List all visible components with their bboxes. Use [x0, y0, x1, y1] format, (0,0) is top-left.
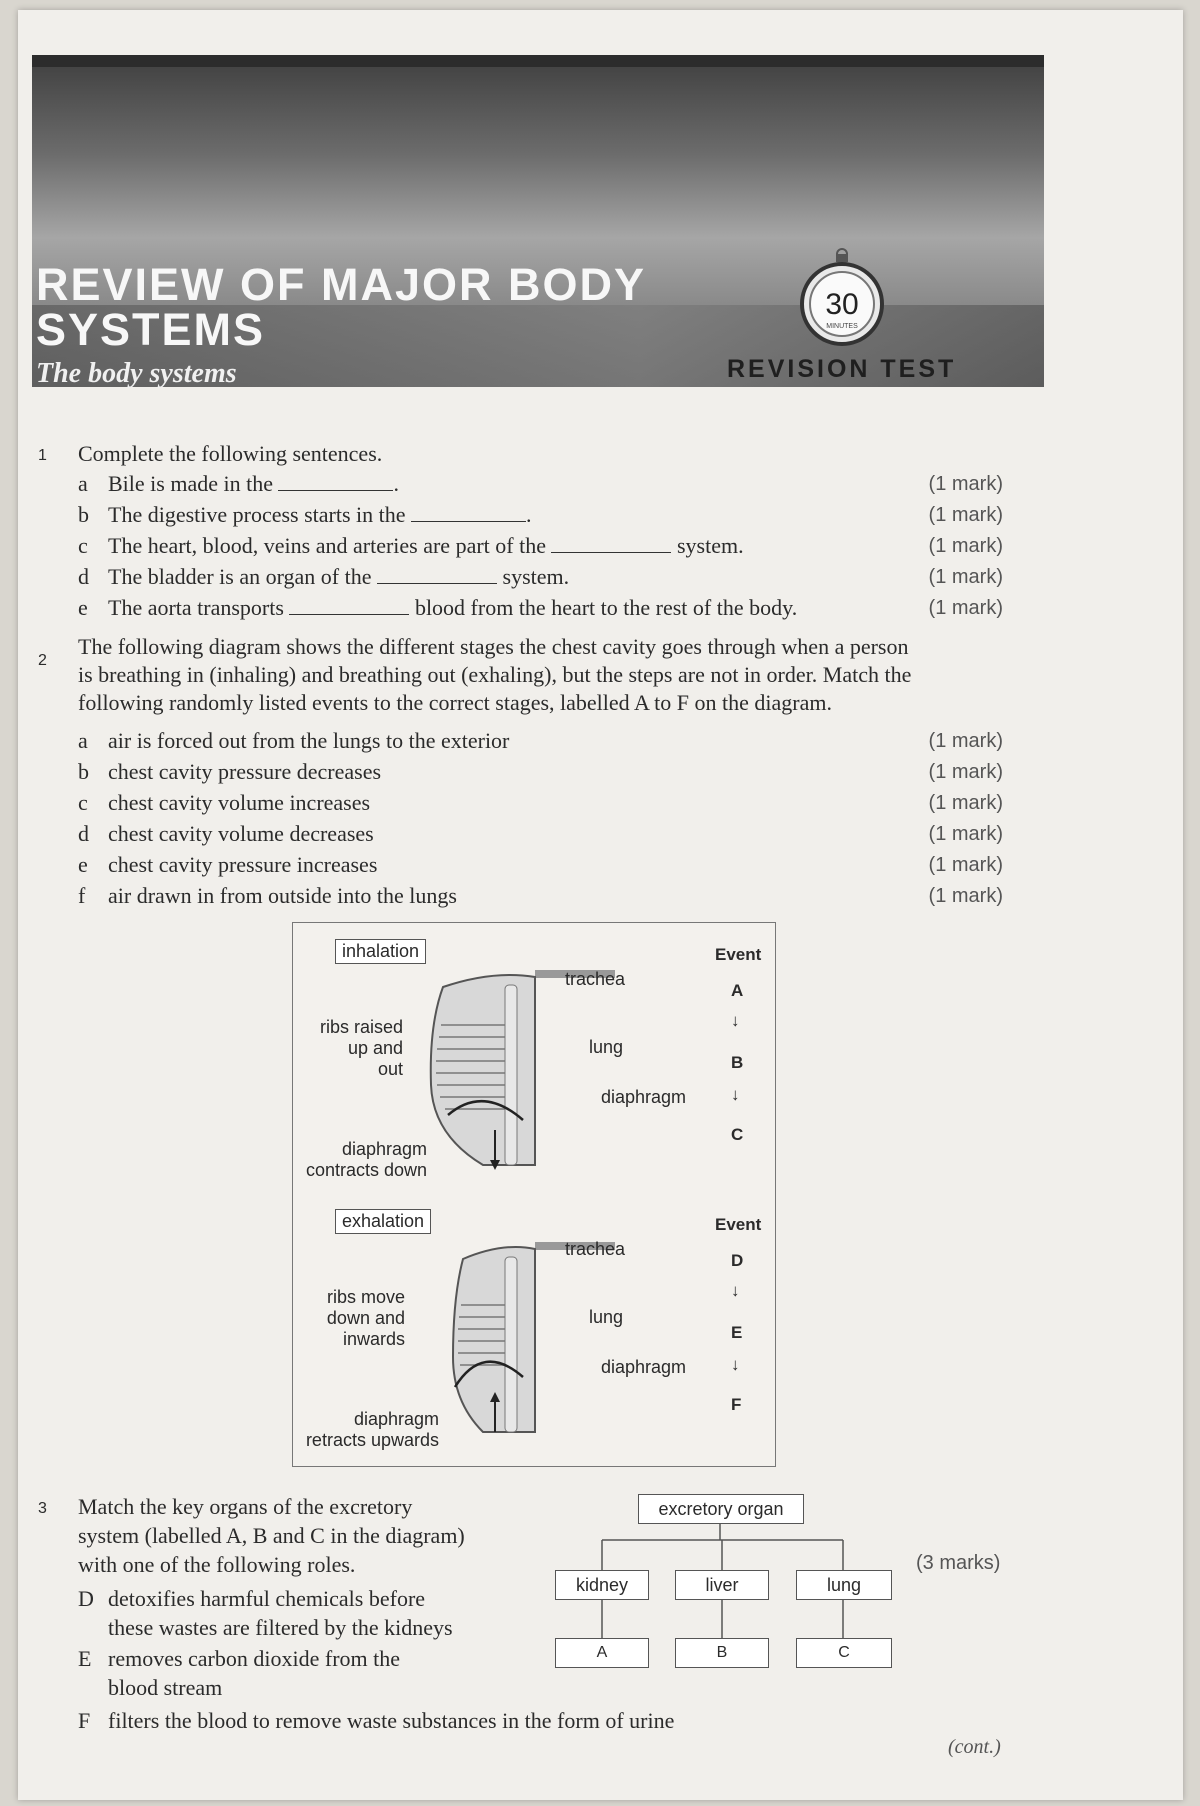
role-text: detoxifies harmful chemicals before — [108, 1586, 426, 1611]
down-arrow-icon: ↓ — [731, 1281, 740, 1300]
down-arrow-icon: ↓ — [731, 1011, 740, 1030]
organ-liver: liver — [675, 1570, 769, 1600]
tree-root: excretory organ — [638, 1494, 804, 1524]
item-text-after: system. — [676, 533, 744, 558]
q1-item-a — [78, 471, 1003, 497]
item-text: The digestive process starts in the — [108, 502, 406, 527]
q2-prompt-line: The following diagram shows the different stages the chest cavity goes through when a person — [78, 634, 909, 659]
mark-label: (1 mark) — [928, 885, 1003, 907]
item-text: chest cavity pressure increases — [108, 852, 378, 877]
organ-lung: lung — [796, 1570, 892, 1600]
role-letter: E — [78, 1646, 92, 1671]
role-letter: F — [78, 1708, 91, 1733]
item-letter: b — [78, 759, 89, 784]
q3-role-f — [78, 1708, 978, 1734]
mark-label: (1 mark) — [928, 761, 1003, 783]
item-text: The aorta transports — [108, 595, 284, 620]
q2-prompt-line: is breathing in (inhaling) and breathing out (exhaling), but the steps are not in order. Match the — [78, 662, 912, 687]
q2-item-f — [78, 883, 1003, 909]
mark-label: (1 mark) — [928, 792, 1003, 814]
organ-label-b: B — [675, 1638, 769, 1668]
q3-prompt — [78, 1494, 538, 1578]
item-letter: c — [78, 790, 88, 815]
page-title — [36, 259, 647, 355]
q2-item-d — [78, 821, 1003, 847]
item-text: The heart, blood, veins and arteries are part of the — [108, 533, 546, 558]
timer-unit: MINUTES — [826, 323, 858, 330]
mark-label: (1 mark) — [928, 535, 1003, 557]
q2-number: 2 — [38, 652, 47, 669]
item-text: air drawn in from outside into the lungs — [108, 883, 457, 908]
ribs-label-line: up and out — [347, 1038, 403, 1079]
event-a: A — [731, 981, 744, 1000]
item-text-after: . — [393, 471, 399, 496]
item-text: air is forced out from the lungs to the exterior — [108, 728, 510, 753]
chest-inhalation-illustration — [423, 965, 653, 1175]
ribs-label-line: inwards — [342, 1329, 405, 1349]
diaphragm-label-inhale: diaphragm — [601, 1087, 687, 1107]
inhalation-label: inhalation — [335, 939, 426, 964]
item-letter: d — [78, 564, 89, 589]
q3-prompt-line: system (labelled A, B and C in the diagram) — [78, 1523, 465, 1548]
diaphragm-label-line: diaphragm — [353, 1409, 439, 1429]
lung-label-exhale: lung — [589, 1307, 624, 1327]
q1-prompt: Complete the following sentences. — [78, 441, 383, 466]
item-letter: d — [78, 821, 89, 846]
banner-top-bar — [32, 55, 1044, 67]
diaphragm-label-line: diaphragm — [341, 1139, 427, 1159]
q3-role-e — [78, 1646, 538, 1701]
q3-prompt-line: with one of the following roles. — [78, 1552, 356, 1577]
mark-label: (1 mark) — [928, 504, 1003, 526]
ribs-label-line: ribs raised — [319, 1017, 403, 1037]
item-letter: e — [78, 595, 88, 620]
stopwatch-icon — [778, 248, 906, 348]
item-letter: c — [78, 533, 88, 558]
answer-blank[interactable] — [377, 565, 497, 584]
title-line-1: REVIEW OF MAJOR BODY — [36, 259, 647, 310]
title-line-2: SYSTEMS — [36, 304, 266, 355]
item-letter: a — [78, 471, 88, 496]
q1-item-e — [78, 595, 1003, 621]
organ-label-a: A — [555, 1638, 649, 1668]
answer-blank[interactable] — [289, 596, 409, 615]
organ-kidney: kidney — [555, 1570, 649, 1600]
item-text: chest cavity pressure decreases — [108, 759, 382, 784]
timer-number: 30 — [825, 288, 859, 321]
answer-blank[interactable] — [411, 503, 526, 522]
item-text-after: . — [526, 502, 532, 527]
q2-item-b — [78, 759, 1003, 785]
item-text-after: blood from the heart to the rest of the body. — [414, 595, 798, 620]
diaphragm-label-line: retracts upwards — [305, 1430, 439, 1450]
diaphragm-contracts-label — [299, 1139, 427, 1181]
item-letter: f — [78, 883, 86, 908]
mark-label: (1 mark) — [928, 854, 1003, 876]
event-d: D — [731, 1251, 744, 1270]
item-letter: b — [78, 502, 89, 527]
trachea-label-inhale: trachea — [565, 969, 626, 989]
q1-item-b — [78, 502, 1003, 528]
ribs-raised-label — [319, 1017, 403, 1080]
excretory-organ-diagram — [550, 1494, 910, 1674]
item-letter: a — [78, 728, 88, 753]
item-text: chest cavity volume increases — [108, 790, 371, 815]
diaphragm-label-line: contracts down — [305, 1160, 427, 1180]
q1-item-d — [78, 564, 1003, 590]
revision-test-label: REVISION TEST — [727, 355, 957, 383]
down-arrow-icon: ↓ — [731, 1355, 740, 1374]
q3-mark-label: (3 marks) — [916, 1552, 1001, 1574]
role-text: blood stream — [108, 1675, 223, 1700]
q2-prompt-line: following randomly listed events to the correct stages, labelled A to F on the diagram. — [78, 690, 832, 715]
role-text: filters the blood to remove waste substances in the form of urine — [108, 1708, 675, 1733]
mark-label: (1 mark) — [928, 823, 1003, 845]
event-f: F — [731, 1395, 742, 1414]
organ-label-c: C — [796, 1638, 892, 1668]
mark-label: (1 mark) — [928, 597, 1003, 619]
item-text-after: system. — [502, 564, 570, 589]
diaphragm-retracts-label — [299, 1409, 439, 1451]
q1-item-c — [78, 533, 1003, 559]
answer-blank[interactable] — [551, 534, 671, 553]
answer-blank[interactable] — [278, 472, 393, 491]
item-text: chest cavity volume decreases — [108, 821, 374, 846]
q3-number: 3 — [38, 1500, 47, 1517]
item-text: The bladder is an organ of the — [108, 564, 372, 589]
lung-label-inhale: lung — [589, 1037, 624, 1057]
event-b: B — [731, 1053, 744, 1072]
diaphragm-label-exhale: diaphragm — [601, 1357, 687, 1377]
continued-label: (cont.) — [948, 1736, 1001, 1758]
mark-label: (1 mark) — [928, 473, 1003, 495]
event-c: C — [731, 1125, 744, 1144]
ribs-label-line: ribs move — [326, 1287, 405, 1307]
breathing-diagram — [292, 922, 776, 1467]
event-e: E — [731, 1323, 743, 1342]
ribs-label-line: down and — [326, 1308, 405, 1328]
q2-item-a — [78, 728, 1003, 754]
event-header-exhale: Event — [715, 1215, 762, 1234]
role-letter: D — [78, 1586, 94, 1611]
event-header-inhale: Event — [715, 945, 762, 964]
mark-label: (1 mark) — [928, 730, 1003, 752]
trachea-label-exhale: trachea — [565, 1239, 626, 1259]
item-text: Bile is made in the — [108, 471, 273, 496]
mark-label: (1 mark) — [928, 566, 1003, 588]
exhalation-label: exhalation — [335, 1209, 431, 1234]
down-arrow-icon: ↓ — [731, 1085, 740, 1104]
q3-role-d — [78, 1586, 538, 1641]
chest-exhalation-illustration — [433, 1237, 653, 1437]
role-text: removes carbon dioxide from the — [108, 1646, 401, 1671]
q2-prompt — [78, 634, 1008, 716]
q1-number: 1 — [38, 447, 47, 464]
page-subtitle: The body systems — [36, 358, 237, 389]
item-letter: e — [78, 852, 88, 877]
q2-item-e — [78, 852, 1003, 878]
q2-item-c — [78, 790, 1003, 816]
q3-prompt-line: Match the key organs of the excretory — [78, 1494, 413, 1519]
ribs-move-label — [313, 1287, 405, 1350]
role-text: these wastes are filtered by the kidneys — [108, 1615, 453, 1640]
